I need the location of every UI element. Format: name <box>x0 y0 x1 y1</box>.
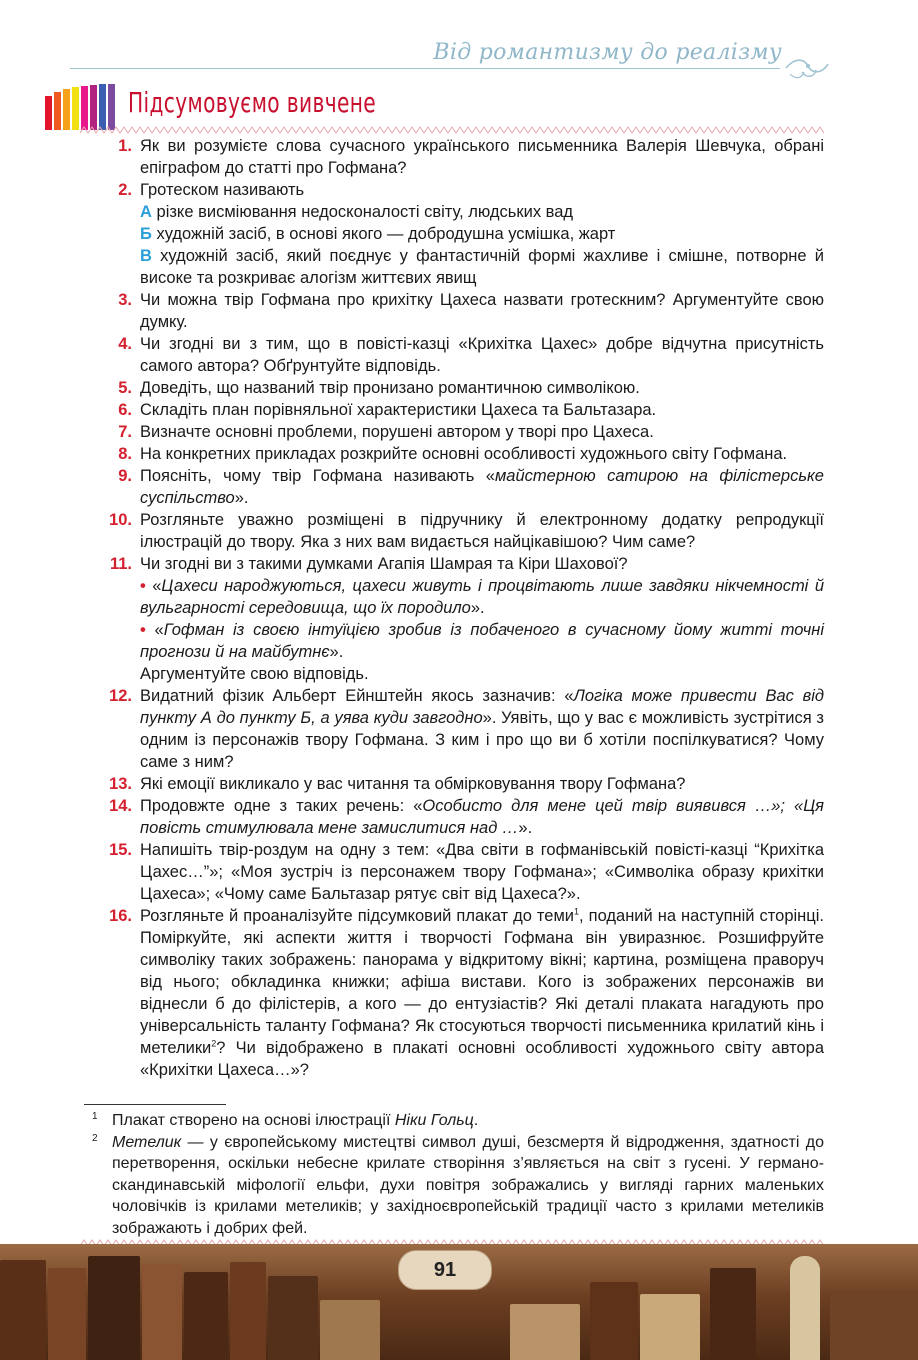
book-spine <box>320 1300 380 1360</box>
question-item <box>96 905 824 1081</box>
text-run: ». <box>234 489 249 507</box>
text-run: , поданий на наступній сторінці. Поміркуйте, які аспекти життя і творчості Гофмана він увиразнює. Розшифруйте символіку таких зображень: панорама у відкритому вікні; картина, розміщена праворуч від нього; обкладинка книжки; афіша вистави. Кого із зображених персонажів ви віднесли б до філістерів, а кого — до ентузіастів? Які деталі плаката нагадують про універсальність таланту Гофмана? Як стосуються творчості письменника крилатий кінь і метелики <box>140 907 824 1057</box>
text-run: Плакат створено на основі ілюстрації <box>112 1112 395 1129</box>
text-run: ? Чи відображено в плакаті основні особливості художнього світу автора «Крихітки Цахеса…»? <box>140 1039 824 1079</box>
footnote-item <box>92 1110 824 1132</box>
question-item <box>96 179 824 289</box>
question-item <box>96 399 824 421</box>
book-spine <box>88 1256 140 1360</box>
book-spine <box>142 1264 182 1360</box>
text-run: ». <box>329 643 344 661</box>
question-text <box>140 795 824 839</box>
question-text: Чи згодні ви з тим, що в повісті-казці «Крихітка Цахес» добре відчутна присутність самого автора? Обґрунтуйте відповідь. <box>140 335 824 375</box>
question-text: Чи згодні ви з такими думками Агапія Шамрая та Кіри Шахової? <box>140 555 628 573</box>
footnote-ref: 2 <box>211 1038 217 1049</box>
question-number: 4. <box>118 335 132 353</box>
question-number: 6. <box>118 401 132 419</box>
quote-italic: майстерною сатирою на філістерське суспільство <box>140 467 824 507</box>
bullet-icon: • <box>140 577 146 595</box>
option-text: художній засіб, який поєднує у фантастичній формі жахливе і смішне, потворне й високе та розкриває алогізм життєвих явищ <box>140 247 824 287</box>
text-run: Продовжте одне з таких речень: « <box>140 797 423 815</box>
footnote-text <box>112 1132 824 1240</box>
question-item <box>96 839 824 905</box>
questions-list <box>96 135 824 1081</box>
book-spine <box>830 1290 918 1360</box>
book-spine <box>510 1304 580 1360</box>
question-number: 15. <box>109 841 132 859</box>
question-number: 16. <box>109 907 132 925</box>
book-spine <box>590 1282 638 1360</box>
footnote-ref: 1 <box>574 906 580 917</box>
question-number: 10. <box>109 511 132 529</box>
option-letter: Б <box>140 225 152 243</box>
section-title: Підсумовуємо вивчене <box>128 86 377 119</box>
candle-icon <box>790 1256 820 1360</box>
book-spine <box>710 1268 756 1360</box>
question-text: Визначте основні проблеми, порушені автором у творі про Цахеса. <box>140 423 654 441</box>
question-text: Доведіть, що названий твір пронизано романтичною символікою. <box>140 379 640 397</box>
quote-italic: Логіка може привести Вас від пункту А до пункту Б, а уява куди завгодно <box>140 687 824 727</box>
question-followup: Аргументуйте свою відповідь. <box>140 665 369 683</box>
footnotes <box>92 1110 824 1239</box>
question-number: 12. <box>109 687 132 705</box>
question-item <box>96 377 824 399</box>
text-run: — у європейському мистецтві символ душі, безсмертя й відродження, здатності до перетворення, оскільки небесне крилате створіння з’являється на світ з гусені. У германо-скандинавській міфології ельфи, духи повітря зображались у вигляді гарних маленьких чоловічків із крилами метеликів; у західноєвропейській традиції часто з крилами метеликів зображають і добрих фей. <box>112 1133 824 1237</box>
question-item <box>96 333 824 377</box>
footnote-italic: Ніки Гольц <box>394 1112 474 1129</box>
option-text: художній засіб, в основі якого — добродушна усмішка, жарт <box>156 225 616 243</box>
question-item <box>96 443 824 465</box>
text-run: ». Уявіть, що у вас є можливість зустрітися з одним із персонажів твору Гофмана. З ким і про що ви б хотіли поспілкуватися? Чому саме з ним? <box>140 709 824 771</box>
text-run: « <box>145 621 164 639</box>
text-run: ». <box>518 819 533 837</box>
question-text: Чи можна твір Гофмана про крихітку Цахеса назвати гротескним? Аргументуйте свою думку. <box>140 291 824 331</box>
text-run: Поясніть, чому твір Гофмана називають « <box>140 467 495 485</box>
question-text: На конкретних прикладах розкрийте основні особливості художнього світу Гофмана. <box>140 445 788 463</box>
question-text: Розгляньте уважно розміщені в підручнику й електронному додатку репродукції ілюстрацій до твору. Яка з них вам видається найцікавішою? Чим саме? <box>140 511 824 551</box>
question-text: Складіть план порівняльної характеристики Цахеса та Бальтазара. <box>140 401 657 419</box>
question-number: 8. <box>118 445 132 463</box>
footnote-text <box>112 1110 824 1132</box>
question-text <box>140 685 824 773</box>
footnote-italic: Метелик <box>112 1133 182 1151</box>
question-text: Які емоції викликало у вас читання та обмірковування твору Гофмана? <box>140 775 686 793</box>
question-item <box>96 509 824 553</box>
question-number: 7. <box>118 423 132 441</box>
book-spine <box>640 1294 700 1360</box>
question-text: Як ви розумієте слова сучасного українського письменника Валерія Шевчука, обрані епіграфом до статті про Гофмана? <box>140 137 824 177</box>
rainbow-stripes-icon <box>45 84 121 130</box>
question-number: 14. <box>109 797 132 815</box>
text-run: « <box>145 577 162 595</box>
top-zigzag-border <box>80 126 825 134</box>
running-head: Від романтизму до реалізму <box>433 40 782 65</box>
question-text: Гротеском називають <box>140 181 305 199</box>
quote-item <box>140 575 824 619</box>
text-run: ». <box>470 599 485 617</box>
text-run: Розгляньте й проаналізуйте підсумковий плакат до теми <box>140 907 575 925</box>
option-letter: А <box>140 203 152 221</box>
footnote-rule <box>84 1104 226 1105</box>
quote-italic: Особисто для мене цей твір виявився …»; «Ця повість стимулювала мене замислитися над … <box>140 797 824 837</box>
book-spine <box>184 1272 228 1360</box>
question-text: Напишіть твір-роздум на одну з тем: «Два світи в гофманівській повісті-казці “Крихітка Цахес…”»; «Моя зустріч із персонажем твору Гофмана»; «Символіка образу крихітки Цахеса»; «Чому саме Бальтазар рятує світ від Цахеса?». <box>140 841 824 903</box>
question-item <box>96 773 824 795</box>
book-spine <box>268 1276 318 1360</box>
footnote-mark: 2 <box>92 1132 98 1144</box>
question-item <box>96 135 824 179</box>
header-rule <box>70 68 780 69</box>
question-number: 5. <box>118 379 132 397</box>
flourish-icon <box>782 52 832 82</box>
option-letter: В <box>140 247 152 265</box>
quote-italic: Цахеси народжуються, цахеси живуть і процвітають лише завдяки нікчемності й вульгарності середовища, що їх породило <box>140 577 824 617</box>
text-run: . <box>473 1112 479 1129</box>
question-text <box>140 465 824 509</box>
question-number: 13. <box>109 775 132 793</box>
question-number: 3. <box>118 291 132 309</box>
question-item <box>96 465 824 509</box>
quote-item <box>140 619 824 663</box>
question-item <box>96 289 824 333</box>
question-number: 2. <box>118 181 132 199</box>
page-number: 91 <box>398 1250 492 1290</box>
question-number: 1. <box>118 137 132 155</box>
text-run: Видатний фізик Альберт Ейнштейн якось зазначив: « <box>140 687 574 705</box>
book-spine <box>0 1260 46 1360</box>
question-item <box>96 553 824 685</box>
question-text <box>140 905 824 1081</box>
question-item <box>96 795 824 839</box>
question-number: 11. <box>109 555 132 573</box>
question-item <box>96 685 824 773</box>
book-spine <box>230 1262 266 1360</box>
footnote-mark: 1 <box>92 1111 98 1122</box>
option-c <box>140 245 824 289</box>
option-a <box>140 201 824 223</box>
question-item <box>96 421 824 443</box>
quote-italic: Гофман із своєю інтуїцією зробив із побаченого в сучасному йому житті точні прогнози й на майбутнє <box>140 621 824 661</box>
bullet-icon: • <box>140 621 146 639</box>
footnote-item <box>92 1132 824 1240</box>
question-number: 9. <box>118 467 132 485</box>
book-spine <box>48 1268 86 1360</box>
option-text: різке висміювання недосконалості світу, людських вад <box>156 203 574 221</box>
option-b <box>140 223 824 245</box>
